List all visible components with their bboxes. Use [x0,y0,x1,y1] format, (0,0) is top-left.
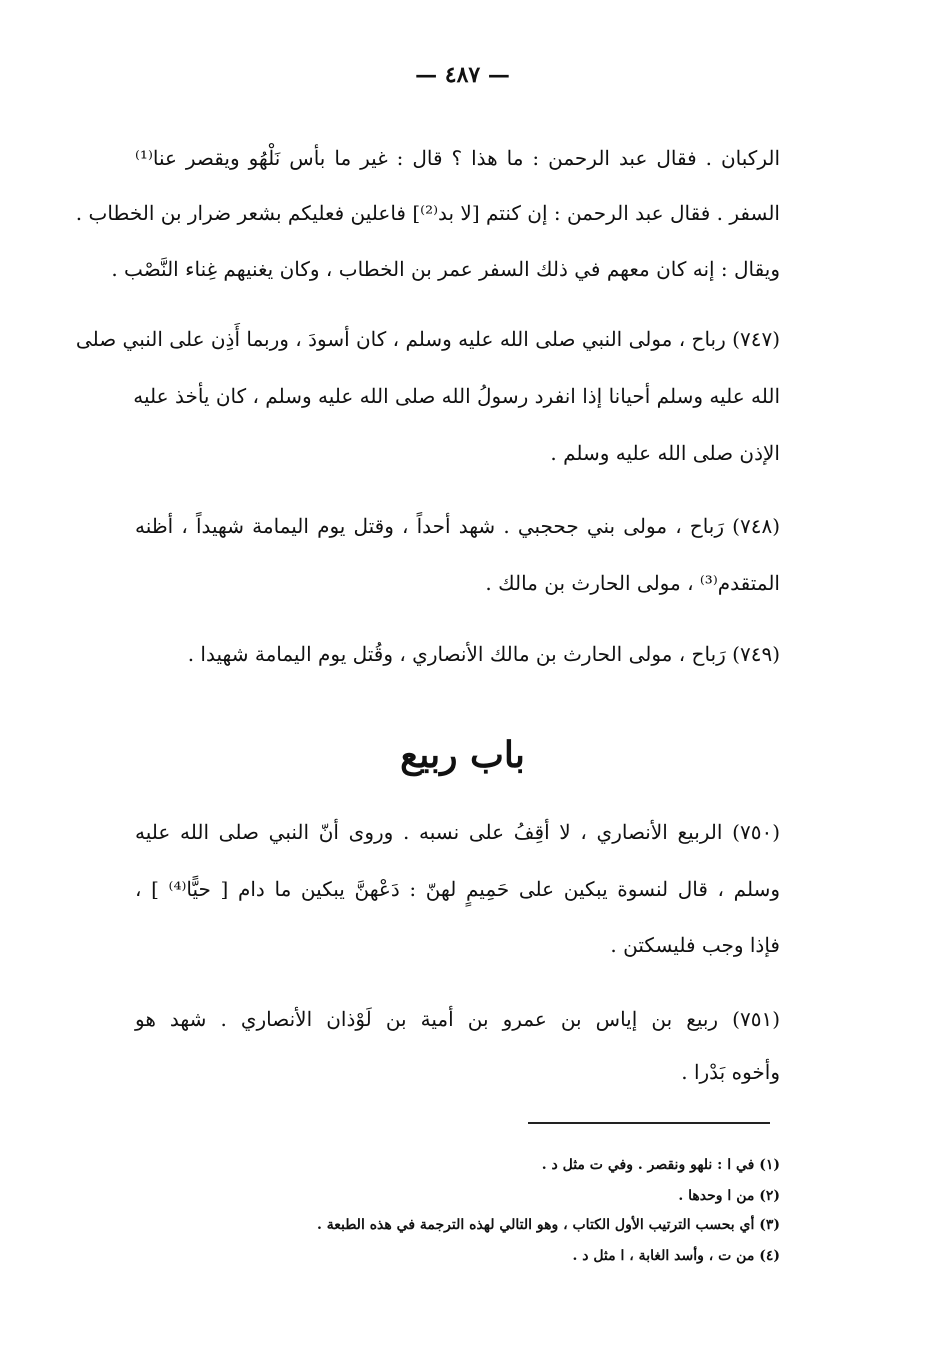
paragraph-line: الركبان . فقال عبد الرحمن : ما هذا ؟ قال : غير ما بأس نَلْهُو ويقصر عنا⁽¹⁾ [135,146,780,170]
paragraph-line: ويقال : إنه كان معهم في ذلك السفر عمر بن الخطاب ، وكان يغنيهم غِناء النَّصْب . [111,257,780,281]
entry-750-line: (٧٥٠) الربيع الأنصاري ، لا أقِفُ على نسبه . وروى أنّ النبي صلى الله عليه [135,820,780,844]
footnote: (٢) من ا وحدها . [678,1188,780,1204]
footnote-divider [528,1122,770,1124]
footnote: (١) في ا : نلهو ونقصر . وفي ت مثل د . [541,1157,780,1173]
entry-750-line: وسلم ، قال لنسوة يبكين على حَمِيمٍ لهنّ : دَعْهنَّ يبكين ما دام [ حيًّا⁽⁴⁾ ] ، [135,877,781,901]
entry-749-line: (٧٤٩) رَباح ، مولى الحارث بن مالك الأنصاري ، وقُتل يوم اليمامة شهيدا . [187,642,780,666]
entry-747-line: الإذن صلى الله عليه وسلم . [550,441,780,465]
entry-751-line: وأخوه بَدْرا . [681,1060,780,1084]
entry-747-line: (٧٤٧) رباح ، مولى النبي صلى الله عليه وسلم ، كان أسودَ ، وربما أَذِن على النبي صلى [75,327,780,351]
section-heading: باب ربيع [400,734,525,776]
footnote: (٤) من ت ، وأسد الغابة ، ا مثل د . [572,1248,780,1264]
page-number: — ٤٨٧ — [415,62,510,88]
entry-747-line: الله عليه وسلم أحيانا إذا انفرد رسولُ الله صلى الله عليه وسلم ، كان يأخذ عليه [133,384,780,408]
entry-748-line: (٧٤٨) رَباح ، مولى بني جحجبي . شهد أحداً ، وقتل يوم اليمامة شهيداً ، أظنه [135,514,780,538]
entry-748-line: المتقدم⁽³⁾ ، مولى الحارث بن مالك . [485,571,780,595]
entry-751-line: (٧٥١) ربيع بن إياس بن عمرو بن أمية بن لَوْذان الأنصاري . شهد هو [135,1007,780,1031]
paragraph-line: السفر . فقال عبد الرحمن : إن كنتم [لا بد⁽²⁾] فاعلين فعليكم بشعر ضرار بن الخطاب . [75,201,780,225]
footnote: (٣) أي بحسب الترتيب الأول الكتاب ، وهو التالي لهذه الترجمة في هذه الطبعة . [316,1217,780,1233]
entry-750-line: فإذا وجب فليسكتن . [610,933,780,957]
